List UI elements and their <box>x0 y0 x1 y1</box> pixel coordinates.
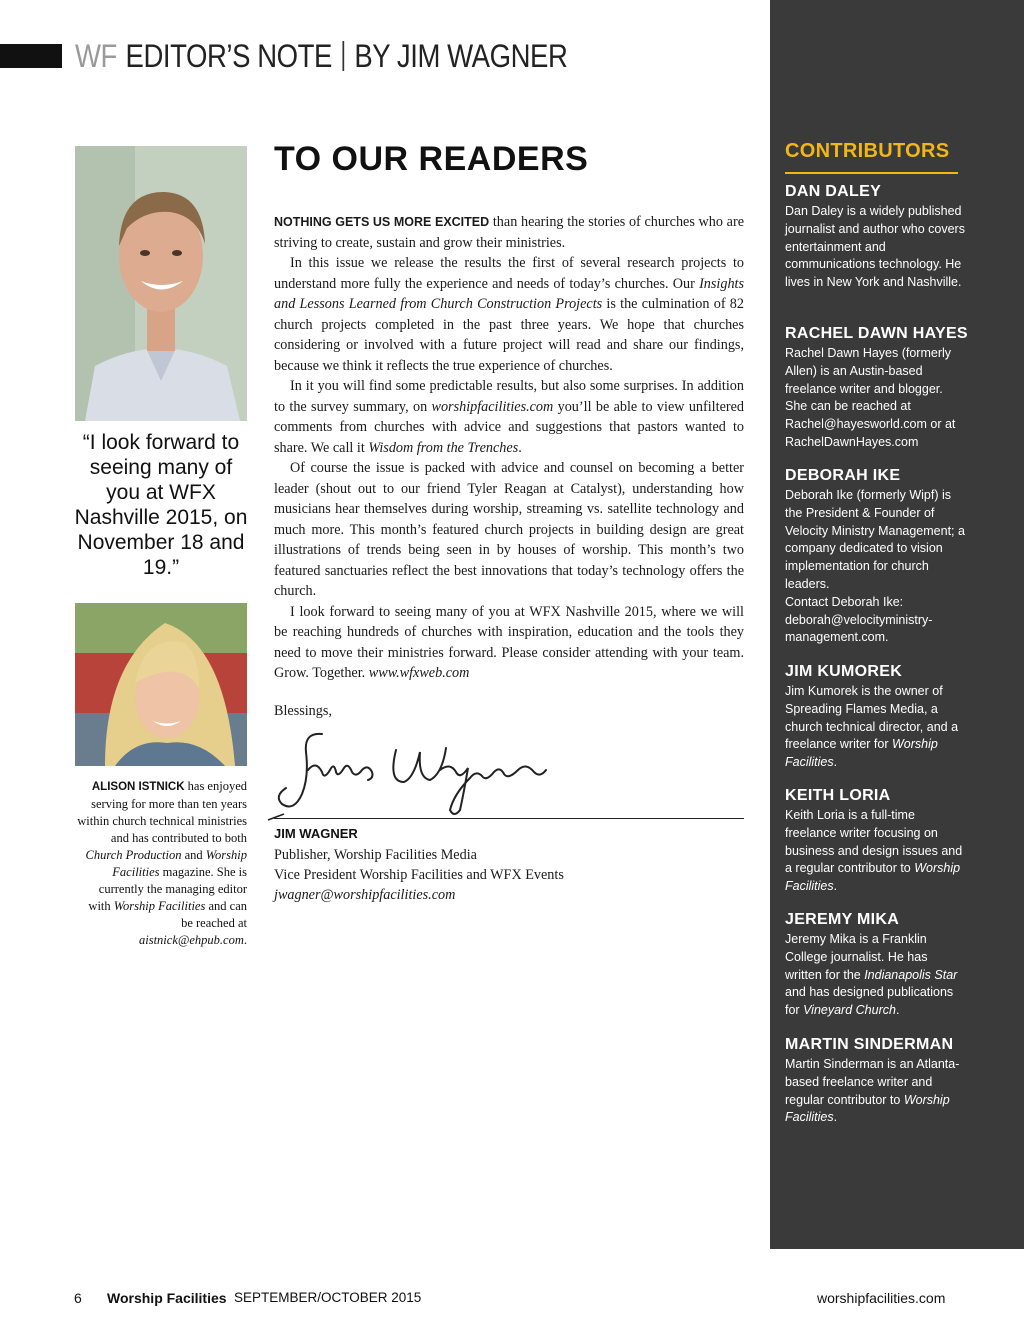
bio-text: and has designed publications for <box>785 985 954 1018</box>
page-header <box>75 36 567 76</box>
caption-email[interactable]: aistnick@ehpub.com <box>138 933 244 947</box>
report-title: Insights and Lessons Learned from Church Construction Projects <box>274 275 744 312</box>
paragraph-text: In this issue we release the results the first of several research projects to understand more fully the experience and needs of today’s churches. Our <box>274 255 744 292</box>
contributor-martin-sinderman <box>785 1035 965 1127</box>
contributor-jeremy-mika <box>785 910 965 1020</box>
caption-name: ALISON ISTNICK <box>91 781 185 793</box>
signature-image <box>264 722 554 822</box>
paragraph-text: than hearing the stories of churches who are striving to create, sustain and grow their ministries. <box>274 214 744 251</box>
signer-title-1: Publisher, Worship Facilities Media <box>274 847 477 863</box>
signer-email[interactable]: jwagner@worshipfacilities.com <box>274 887 456 903</box>
footer-magazine: Worship Facilities <box>107 1290 227 1306</box>
contributor-name: DEBORAH IKE <box>785 467 901 484</box>
contributor-keith-loria <box>785 786 965 896</box>
paragraph-text: you’ll be able to view unfiltered comments from churches with advice and suggestions that pastors wanted to share. We call it <box>274 398 744 456</box>
paragraph-text: In it you will find some predictable results, but also some surprises. In addition to the survey summary, on <box>274 378 744 415</box>
closing: Blessings, <box>274 703 332 719</box>
caption-text: magazine. She is currently the managing editor with <box>88 865 247 913</box>
header-bar <box>0 44 62 68</box>
sidebar-heading-rule <box>785 172 958 174</box>
bio-text: Jim Kumorek is the owner of Spreading Flames Media, a church technical director, and a freelance writer for <box>785 684 959 752</box>
header-divider <box>342 41 344 71</box>
bio-text: Jeremy Mika is a Franklin College journalist. He has written for the <box>785 932 928 982</box>
caption-text: and can be reached at <box>181 899 247 930</box>
wfx-link[interactable]: www.wfxweb.com <box>368 665 470 681</box>
bio-text: . <box>833 1110 838 1125</box>
page-number: 6 <box>74 1290 82 1306</box>
paragraph-3 <box>274 376 744 458</box>
sidebar-heading: CONTRIBUTORS <box>785 140 950 162</box>
contributor-bio <box>785 1056 965 1127</box>
bio-publication: Indianapolis Star <box>864 967 958 982</box>
contributor-name: MARTIN SINDERMAN <box>785 1036 954 1053</box>
bio-text: . <box>895 1003 900 1018</box>
header-byline: BY JIM WAGNER <box>354 37 568 74</box>
bio-text: . <box>833 755 838 770</box>
contributor-name: JEREMY MIKA <box>785 911 900 928</box>
contributor-bio <box>785 931 965 1020</box>
caption-pub3: Worship Facilities <box>113 899 206 913</box>
header-title: EDITOR’S NOTE <box>125 37 332 74</box>
bio-text: Keith Loria is a full-time freelance writer focusing on business and design issues and a regular contributor to <box>785 808 963 876</box>
footer-issue-date: SEPTEMBER/OCTOBER 2015 <box>234 1290 422 1305</box>
website-link[interactable]: worshipfacilities.com <box>431 398 554 415</box>
contributor-bio: Rachel Dawn Hayes (formerly Allen) is an Austin-based freelance writer and blogger. She can be reached at Rachel@hayesworld.com or at RachelDawnHayes.com <box>785 346 956 449</box>
footer-url[interactable]: worshipfacilities.com <box>817 1290 946 1306</box>
signer-title-2: Vice President Worship Facilities and WFX Events <box>274 867 564 883</box>
contributor-contact: Contact Deborah Ike: deborah@velocityministry-management.com. <box>785 594 933 645</box>
signature-rule <box>274 818 744 819</box>
caption-text: and <box>181 848 206 862</box>
bio-publication: Vineyard Church <box>803 1003 896 1018</box>
paragraph-4: Of course the issue is packed with advice and counsel on becoming a better leader (shout out to our friend Tyler Reagan at Catalyst), understanding how musicians hear themselves during worship, streaming vs. satellite technology and much more. This month’s featured church projects in building design are great illustrations of trends being seen in by houses of worship. This month’s two featured sanctuaries reflect the best innovations that today’s technology offers the church. <box>274 460 744 599</box>
contributor-bio: Deborah Ike (formerly Wipf) is the President & Founder of Velocity Ministry Management; a company dedicated to vision implementation for church leaders. <box>785 488 965 591</box>
contributor-name: KEITH LORIA <box>785 787 891 804</box>
contributor-name: JIM KUMOREK <box>785 663 903 680</box>
paragraph-1 <box>274 212 744 253</box>
paragraph-text: is the culmination of 82 church projects completed in the past three years. We hope that churches considering or involved with a future project will read and share our findings, because we think it reflects the true experience of churches. <box>274 296 744 374</box>
article-body <box>274 212 744 684</box>
caption-pub1: Church Production <box>85 848 182 862</box>
feature-title: Wisdom from the Trenches <box>368 439 519 456</box>
contributor-bio <box>785 807 965 896</box>
lead-in: NOTHING GETS US MORE EXCITED <box>274 215 490 229</box>
paragraph-text: I look forward to seeing many of you at WFX Nashville 2015, where we will be reaching hundreds of churches with inspiration, education and the tools they need to move their ministries forward. Please consider attending with your team. Grow. Together. <box>274 603 744 681</box>
contributor-name: RACHEL DAWN HAYES <box>785 325 968 342</box>
bio-publication: Worship Facilities <box>785 861 961 894</box>
author-photo <box>75 146 247 421</box>
paragraph-2 <box>274 253 744 376</box>
article-title: TO OUR READERS <box>274 140 589 178</box>
caption-text: . <box>243 933 247 947</box>
contributor-name: DAN DALEY <box>785 183 882 200</box>
contributor-deborah-ike <box>785 466 965 647</box>
contributor-rachel-hayes <box>785 324 968 452</box>
bio-publication: Worship Facilities <box>785 737 938 770</box>
header-wf: WF <box>75 37 117 74</box>
bio-text: Martin Sinderman is an Atlanta-based freelance writer and regular contributor to <box>785 1057 960 1107</box>
caption-pub2: Worship Facilities <box>112 848 247 879</box>
bio-text: . <box>833 879 838 894</box>
paragraph-text: . <box>518 439 522 456</box>
contributor-dan-daley <box>785 182 965 292</box>
bio-publication: Worship Facilities <box>785 1092 950 1125</box>
contributor-bio <box>785 683 965 772</box>
pull-quote: “I look forward to seeing many of you at WFX Nashville 2015, on November 18 and 19.” <box>74 431 248 579</box>
contributor-bio: Dan Daley is a widely published journalist and author who covers entertainment and communications technology. He lives in New York and Nashville. <box>785 204 965 290</box>
paragraph-5 <box>274 602 744 684</box>
signer-name: JIM WAGNER <box>274 826 358 841</box>
editor-caption <box>75 778 247 949</box>
caption-text: has enjoyed serving for more than ten years within church technical ministries and has contributed to both <box>77 779 247 845</box>
editor-photo <box>75 603 247 766</box>
contributor-jim-kumorek <box>785 662 965 772</box>
